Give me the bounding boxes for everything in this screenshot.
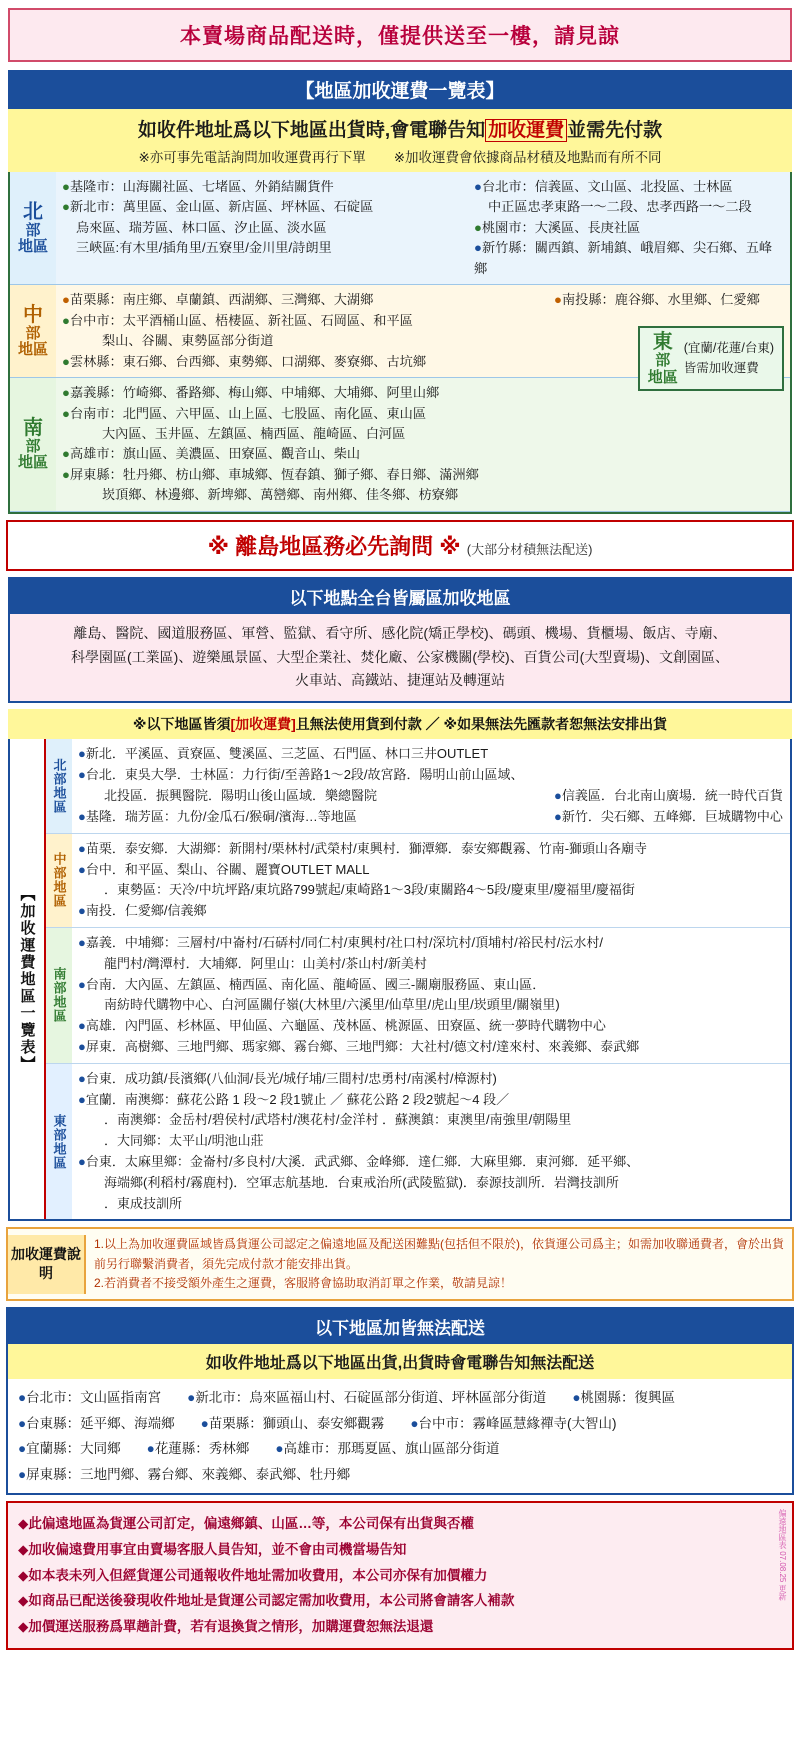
- detail-north-right: [554, 744, 784, 828]
- list-item: ●台南．大內區、左鎮區、楠西區、南化區、龍崎區、國三-關廟服務區、東山區．: [78, 976, 546, 992]
- list-item: ●高雄市：那瑪夏區、旗山區部分街道: [275, 1441, 500, 1457]
- list-item: ●屏東縣：三地門鄉、霧台鄉、來義鄉、泰武鄉、牡丹鄉: [18, 1466, 351, 1482]
- list-item: 火車站、高鐵站、捷運站及轉運站: [295, 672, 505, 689]
- list-item: ●宜蘭縣：大同鄉: [18, 1441, 121, 1457]
- list-item: ●台北市：信義區、文山區、北投區、士林區: [474, 179, 733, 194]
- detail-row-south: [46, 928, 790, 1064]
- region-table: [8, 172, 792, 514]
- page-root: [0, 8, 800, 1650]
- detail-body-east: [72, 1064, 790, 1220]
- list-item: 海端鄉(利稻村/霧鹿村)．空軍志航基地．台東戒治所(武陵監獄)．泰源技訓所．岩灣技訓所: [104, 1174, 619, 1190]
- cod-bar-a: ※以下地區皆須: [132, 716, 231, 733]
- east-text: (宜蘭/花蓮/台東) 皆需加收運費: [683, 341, 774, 375]
- region-label-mid-3: 地區: [17, 341, 48, 359]
- list-item: ●宜蘭．南澳鄉：蘇花公路 1 段～2 段1號止 ／ 蘇花公路 2 段2號起～4 段／: [78, 1091, 510, 1107]
- list-item: ●苗栗．泰安鄉．大湖鄉：新開村/栗林村/武榮村/東興村．獅潭鄉．泰安鄉觀霧、竹南-獅頭山各廟寺: [78, 840, 648, 856]
- fee-table-subtitle: [8, 109, 792, 172]
- detail-label-mid: 中部地區: [46, 834, 72, 927]
- cod-bar-highlight: [加收運費]: [230, 716, 296, 733]
- no-delivery-block: [6, 1307, 794, 1496]
- fee-subtitle-highlight: 加收運費: [485, 119, 567, 142]
- cod-bar-wrap: [8, 709, 792, 739]
- list-item: ●台中市：太平酒桶山區、梧棲區、新社區、石岡區、和平區: [62, 312, 413, 328]
- list-item: 烏來區、瑞芳區、林口區、汐止區、淡水區: [76, 219, 327, 235]
- detail-row-east: [46, 1064, 790, 1220]
- detail-north-left: [78, 744, 554, 828]
- list-item: ◆如商品已配送後發現收件地址是貨運公司認定需加收費用，本公司將會請客人補款: [18, 1593, 515, 1609]
- list-item: ●新北市：萬里區、金山區、新店區、坪林區、石碇區: [62, 199, 374, 215]
- list-item: ●雲林縣：東石鄉、台西鄉、東勢鄉、口湖鄉、麥寮鄉、古坑鄉: [62, 353, 427, 369]
- list-item: ●台北．東吳大學．士林區：力行街/至善路1～2段/故宮路．陽明山前山區域、: [78, 766, 524, 782]
- list-item: 中正區忠孝東路一～二段、忠孝西路一～二段: [488, 199, 752, 215]
- region-label-north: [10, 172, 56, 284]
- all-area-block: [8, 577, 792, 703]
- list-item: ．東勢區：天冷/中坑坪路/東坑路799號起/東崎路1～3段/東關路4～5段/慶東里/慶福里/慶福街: [104, 882, 635, 898]
- fee-table-block: [8, 70, 792, 514]
- region-label-north-2: 部: [25, 221, 41, 239]
- cod-bar-b: 且無法使用貨到付款 ／ ※如果無法先匯款者恕無法安排出貨: [295, 716, 668, 733]
- list-item: 2.若消費者不接受額外產生之運費，客服將會協助取消訂單之作業，敬請見諒！: [94, 1275, 513, 1290]
- list-item: ●台東．成功鎮/長濱鄉(八仙洞/長光/城仔埔/三間村/忠勇村/南溪村/樟源村): [78, 1070, 497, 1086]
- list-item: 梨山、谷關、東勢區部分街道: [102, 333, 274, 349]
- list-item: ●新竹．尖石鄉、五峰鄉．巨城購物中心: [554, 808, 783, 824]
- detail-row-north: [46, 739, 790, 834]
- list-item: ●台北市：文山區指南宮: [18, 1389, 162, 1405]
- list-item: 三峽區:有木里/插角里/五寮里/金川里/詩朗里: [76, 240, 332, 256]
- detail-label-south: 南部地區: [46, 928, 72, 1063]
- list-item: ●高雄．內門區、杉林區、甲仙區、六龜區、茂林區、桃源區、田寮區、統一夢時代購物中心: [78, 1018, 606, 1034]
- cod-bar: [8, 709, 792, 739]
- list-item: ●南投縣：鹿谷鄉、水里鄉、仁愛鄉: [554, 292, 760, 308]
- top-banner: [8, 8, 792, 62]
- detail-rail-label: 【加收運費地區一覽表】: [10, 739, 46, 1219]
- region-row-north: [10, 172, 790, 285]
- table-row: [18, 1436, 782, 1462]
- list-item: 離島、醫院、國道服務區、軍營、監獄、看守所、感化院(矯正學校)、碼頭、機場、貨櫃場、飯店、寺廟、: [73, 624, 727, 641]
- detail-body-mid: [72, 834, 790, 927]
- fee-table-title: 【地區加收運費一覽表】: [8, 70, 792, 109]
- list-item: ◆此偏遠地區為貨運公司訂定，偏遠鄉鎮、山區…等，本公司保有出貨與否權: [18, 1516, 474, 1532]
- list-item: ●台東．太麻里鄉：金崙村/多良村/大溪．武武鄉、金峰鄉．達仁鄉．大麻里鄉．東河鄉．延平鄉、: [78, 1153, 640, 1169]
- fee-subtitle-notes: [12, 146, 788, 166]
- list-item: ●南投．仁愛鄉/信義鄉: [78, 903, 207, 919]
- note-right: ※加收運費會依據商品材積及地點而有所不同: [393, 150, 662, 165]
- island-notice: [6, 520, 794, 571]
- detail-rail-body: [46, 739, 790, 1219]
- region-label-north-3: 地區: [17, 238, 48, 256]
- fee-subtitle-b: 並需先付款: [567, 120, 663, 141]
- list-item: ●苗栗縣：南庄鄉、卓蘭鎮、西湖鄉、三灣鄉、大湖鄉: [62, 292, 374, 308]
- fee-subtitle-line: [12, 115, 788, 142]
- detail-body-south: [72, 928, 790, 1063]
- detail-row-mid: [46, 834, 790, 928]
- list-item: ●台南市：北門區、六甲區、山上區、七股區、南化區、東山區: [62, 405, 427, 421]
- list-item: ●基隆．瑞芳區：九份/金瓜石/猴硐/濱海…等地區: [78, 808, 357, 824]
- island-notice-sub: (大部分材積無法配送): [466, 541, 593, 557]
- list-item: 崁頂鄉、林邊鄉、新埤鄉、萬巒鄉、南州鄉、佳冬鄉、枋寮鄉: [102, 487, 459, 503]
- list-item: 龍門村/灣潭村．大埔鄉．阿里山：山美村/茶山村/新美村: [104, 955, 427, 971]
- update-stamp: 偏遠地區表 07.08.25 更新: [778, 1509, 787, 1602]
- final-terms-block: [6, 1501, 794, 1649]
- top-banner-text: 本賣場商品配送時，僅提供送至一樓，請見諒: [180, 25, 620, 48]
- list-item: ．東成技訓所: [104, 1195, 183, 1211]
- note-left: ※亦可事先電話詢問加收運費再行下單: [138, 150, 366, 165]
- list-item: ●屏東．高樹鄉、三地門鄉、瑪家鄉、霧台鄉、三地門鄉：大社村/德文村/達來村、來義鄉、泰武鄉: [78, 1038, 640, 1054]
- fee-note-label: 加收運費說明: [8, 1235, 86, 1294]
- list-item: 1.以上為加收運費區域皆爲貨運公司認定之偏遠地區及配送困難點(包括但不限於)，依貨運公司爲主；如需加收聯通費者，會於出貨前另行聯繫消費者，須先完成付款才能安排出貨。: [94, 1237, 785, 1271]
- list-item: 科學園區(工業區)、遊樂風景區、大型企業社、焚化廠、公家機關(學校)、百貨公司(大型賣場)、文創園區、: [71, 648, 729, 665]
- list-item: ◆加收偏遠費用事宜由賣場客服人員告知，並不會由司機當場告知: [18, 1542, 407, 1558]
- region-label-south-2: 部: [25, 437, 41, 455]
- no-delivery-title: 以下地區加皆無法配送: [8, 1309, 792, 1344]
- east-label: 東 部 地區: [647, 331, 678, 386]
- list-item: ◆如本表未列入但經貨運公司通報收件地址需加收費用，本公司亦保有加價權力: [18, 1567, 488, 1583]
- list-item: ●新竹縣：關西鎮、新埔鎮、峨眉鄉、尖石鄉、五峰鄉: [474, 240, 773, 276]
- list-item: 北投區．振興醫院．陽明山後山區域．樂總醫院: [104, 787, 378, 803]
- list-item: ●嘉義．中埔鄉：三層村/中崙村/石硦村/同仁村/東興村/社口村/深坑村/頂埔村/裕民村/沄水村/: [78, 934, 603, 950]
- north-right-col: [474, 177, 784, 279]
- fee-subtitle-a: 如收件地址爲以下地區出貨時,會電聯告知: [137, 120, 486, 141]
- region-label-mid: [10, 285, 56, 377]
- no-delivery-list: [8, 1379, 792, 1494]
- region-label-south-3: 地區: [17, 454, 48, 472]
- list-item: ●苗栗縣：獅頭山、泰安鄉觀霧: [200, 1415, 385, 1431]
- north-left-col: [62, 177, 474, 279]
- list-item: ●嘉義縣：竹崎鄉、番路鄉、梅山鄉、中埔鄉、大埔鄉、阿里山鄉: [62, 385, 440, 401]
- detail-label-north: 北部地區: [46, 739, 72, 833]
- region-label-mid-2: 部: [25, 324, 41, 342]
- list-item: ●新北．平溪區、貢寮區、雙溪區、三芝區、石門區、林口三井OUTLET: [78, 746, 489, 762]
- list-item: ●台中．和平區、梨山、谷關、麗寶OUTLET MALL: [78, 861, 370, 877]
- region-label-mid-big: 中: [23, 303, 43, 326]
- region-label-north-big: 北: [23, 200, 43, 223]
- list-item: 南紡時代購物中心、白河區關仔嶺(大林里/六溪里/仙草里/虎山里/崁頭里/關嶺里): [104, 997, 560, 1013]
- detail-body-north: [72, 739, 790, 833]
- island-notice-main: ※ 離島地區務必先詢問 ※: [207, 533, 461, 559]
- fee-note-body: [86, 1229, 792, 1299]
- list-item: ●屏東縣：牡丹鄉、枋山鄉、車城鄉、恆春鎮、獅子鄉、春日鄉、滿洲鄉: [62, 466, 479, 482]
- list-item: ◆加價運送服務爲單趟計費，若有退換貨之情形，加購運費恕無法退還: [18, 1619, 434, 1635]
- list-item: ●信義區．台北南山廣場．統一時代百貨: [554, 788, 783, 804]
- list-item: ．南澳鄉：金岳村/碧侯村/武塔村/澳花村/金洋村 ．蘇澳鎮：東澳里/南強里/朝陽里: [104, 1112, 572, 1128]
- list-item: 大內區、玉井區、左鎮區、楠西區、龍崎區、白河區: [102, 425, 406, 441]
- list-item: ●花蓮縣：秀林鄉: [146, 1441, 250, 1457]
- list-item: ●高雄市：旗山區、美濃區、田寮區、觀音山、柴山: [62, 446, 361, 462]
- table-row: [18, 1385, 782, 1411]
- detail-area-block: [8, 739, 792, 1221]
- list-item: ●台東縣：延平鄉、海端鄉: [18, 1415, 175, 1431]
- list-item: ．大同鄉：太平山/明池山莊: [104, 1133, 264, 1149]
- list-item: ●桃園市：大溪區、長庚社區: [474, 219, 641, 235]
- table-row: [18, 1462, 782, 1488]
- table-row: [18, 1411, 782, 1437]
- all-area-list: [10, 614, 790, 701]
- list-item: ●台中市：霧峰區慧緣禪寺(大智山): [410, 1415, 617, 1431]
- mid-left-col: [62, 290, 554, 372]
- east-region-box: [638, 326, 784, 391]
- fee-note-block: [6, 1227, 794, 1301]
- region-body-north: [56, 172, 790, 284]
- all-area-title: 以下地點全台皆屬區加收地區: [10, 579, 790, 614]
- no-delivery-subtitle: 如收件地址爲以下地區出貨,出貨時會電聯告知無法配送: [8, 1344, 792, 1379]
- list-item: ●桃園縣：復興區: [572, 1389, 675, 1405]
- region-label-south: [10, 378, 56, 511]
- list-item: ●基隆市：山海關社區、七堵區、外銷結關貨件: [62, 179, 334, 194]
- detail-label-east: 東部地區: [46, 1064, 72, 1220]
- region-label-south-big: 南: [23, 416, 43, 439]
- list-item: ●新北市：烏來區福山村、石碇區部分街道、坪林區部分街道: [187, 1389, 547, 1405]
